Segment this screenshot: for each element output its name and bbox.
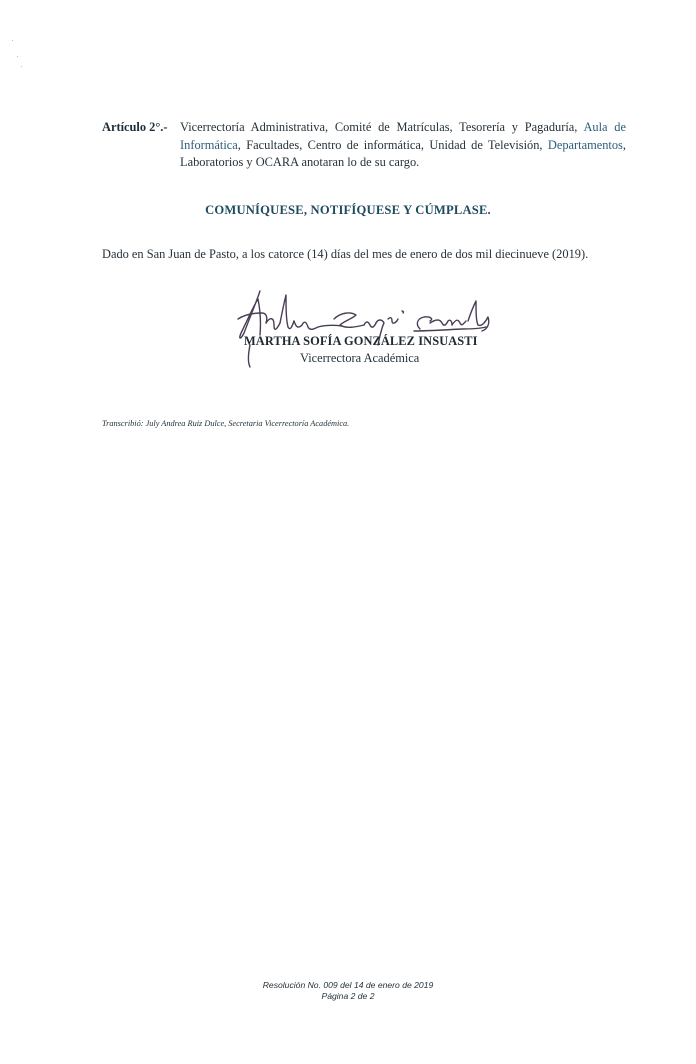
- scan-speck: [17, 56, 18, 57]
- date-place-statement: Dado en San Juan de Pasto, a los catorce (14) días del mes de enero de dos mil diecinueve (2019).: [102, 247, 589, 261]
- signer-name: MARTHA SOFÍA GONZÁLEZ INSUASTI: [244, 334, 478, 348]
- article-text-4: Departamentos: [547, 137, 623, 152]
- article-text-2: Aula de Informática: [180, 120, 626, 152]
- article-2: [102, 119, 626, 172]
- scan-speck: [12, 40, 13, 41]
- article-text-3: , Facultades, Centro de informática, Unidad de Televisión,: [237, 137, 548, 152]
- page-footer: [0, 980, 696, 1002]
- scan-speck: [21, 66, 22, 67]
- article-label: Artículo 2°.-: [102, 120, 168, 134]
- footer-resolution: Resolución No. 009 del 14 de enero de 2019: [262, 980, 434, 990]
- footer-page-number: Página 2 de 2: [321, 991, 375, 1001]
- closing-formula: COMUNÍQUESE, NOTIFÍQUESE Y CÚMPLASE.: [205, 203, 491, 217]
- signer-role: Vicerrectora Académica: [300, 351, 420, 365]
- transcribed-by-note: Transcribió: July Andrea Ruiz Dulce, Secretaria Vicerrectoría Académica.: [102, 419, 350, 428]
- article-body: [180, 119, 626, 172]
- article-text-5: , Laboratorios y OCARA anotaran lo de su cargo.: [180, 137, 626, 169]
- article-text-1: Vicerrectoría Administrativa, Comité de Matrículas, Tesorería y Pagaduría,: [180, 120, 584, 134]
